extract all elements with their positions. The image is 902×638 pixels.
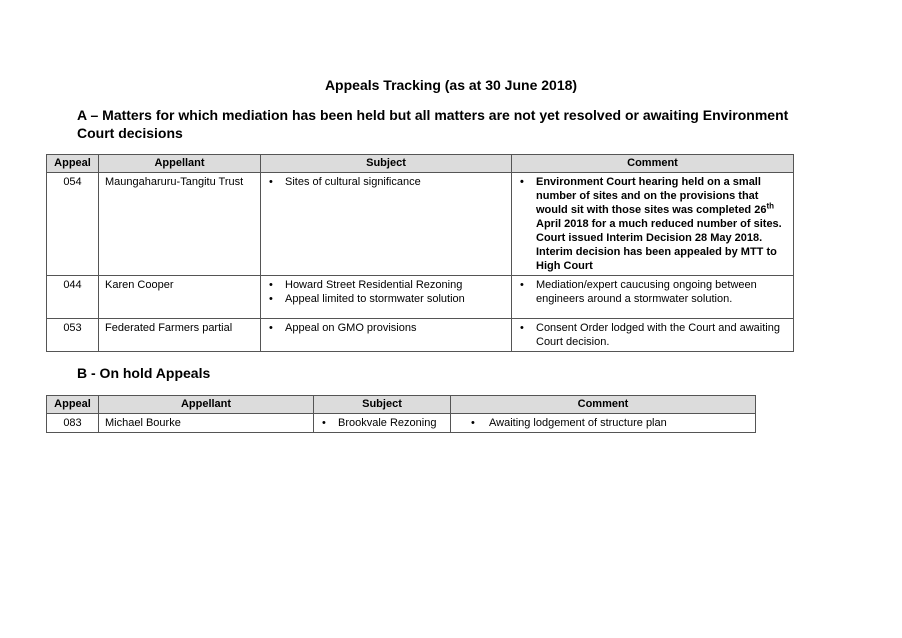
comment-cell [512,319,794,352]
appeals-table-a [46,154,794,352]
column-header-subject: Subject [314,396,451,414]
comment-cell [512,276,794,319]
list-item: • Consent Order lodged with the Court and awaiting Court decision. [520,322,780,348]
list-item: • Appeal limited to stormwater solution [269,293,465,305]
column-header-appeal: Appeal [47,396,99,414]
bullet-icon: • [520,322,524,334]
appeal-number: 054 [47,173,99,276]
bullet-icon: • [322,417,326,429]
bullet-icon: • [269,322,273,334]
appeal-number: 044 [47,276,99,319]
subject-cell [261,173,512,276]
list-item: • Awaiting lodgement of structure plan [471,417,667,429]
subject-cell [261,319,512,352]
table-row [47,276,794,319]
appeal-number: 083 [47,414,99,433]
comment-cell [451,414,756,433]
appellant-name: Karen Cooper [99,276,261,319]
page-title: Appeals Tracking (as at 30 June 2018) [324,77,578,93]
appeals-table-b [46,395,756,433]
list-item: • Appeal on GMO provisions [269,322,417,334]
appeal-number: 053 [47,319,99,352]
bullet-icon: • [269,279,273,291]
table-row [47,414,756,433]
table-header-row [47,396,756,414]
list-item: • Mediation/expert caucusing ongoing between engineers around a stormwater solution. [520,279,757,305]
column-header-appellant: Appellant [99,396,314,414]
section-a-heading: A – Matters for which mediation has been held but all matters are not yet resolved or awaiting Environment Court decisions [77,107,789,141]
list-item: • Howard Street Residential Rezoning [269,279,463,291]
table-header-row [47,155,794,173]
column-header-comment: Comment [451,396,756,414]
appellant-name: Michael Bourke [99,414,314,433]
list-item: • Brookvale Rezoning [322,417,437,429]
column-header-appeal: Appeal [47,155,99,173]
column-header-subject: Subject [261,155,512,173]
table-row [47,173,794,276]
list-item: • Sites of cultural significance [269,176,421,188]
bullet-icon: • [269,293,273,305]
column-header-appellant: Appellant [99,155,261,173]
appellant-name: Maungaharuru-Tangitu Trust [99,173,261,276]
table-row [47,319,794,352]
section-b-heading: B - On hold Appeals [77,365,211,381]
appellant-name: Federated Farmers partial [99,319,261,352]
bullet-icon: • [471,417,475,429]
list-item: • Environment Court hearing held on a small number of sites and on the provisions that would sit with those sites was completed 26th April 2018 for a much reduced number of sites. Court issued Interim Decision 28 May 2018. Interim decision has been appealed by MTT to High Court [520,176,782,272]
bullet-icon: • [520,176,524,188]
bullet-icon: • [269,176,273,188]
comment-cell [512,173,794,276]
subject-cell [314,414,451,433]
bullet-icon: • [520,279,524,291]
subject-cell [261,276,512,319]
column-header-comment: Comment [512,155,794,173]
